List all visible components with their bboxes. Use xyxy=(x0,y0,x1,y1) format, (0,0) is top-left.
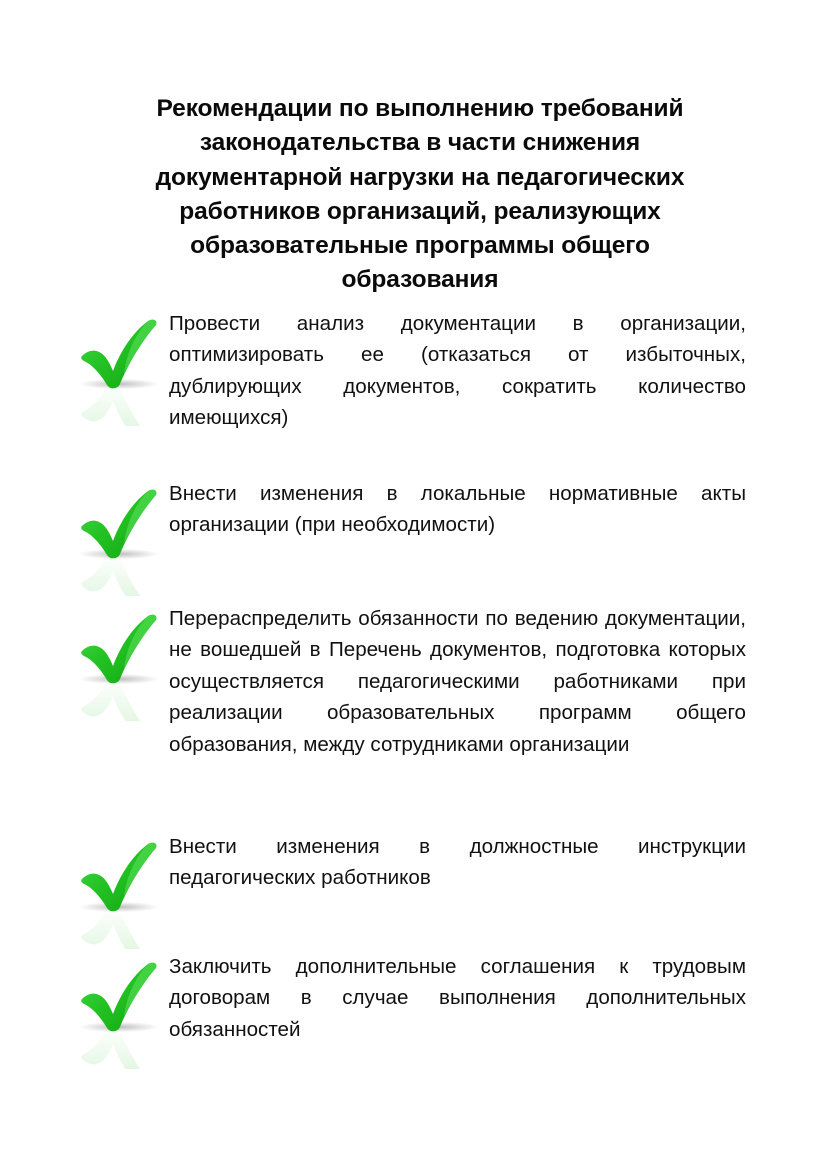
list-item-text: Внести изменения в должностные инструкции педагогических работников xyxy=(169,835,746,890)
list-item-text: Внести изменения в локальные нормативные акты организации (при необходимости) xyxy=(169,482,746,537)
green-check-icon xyxy=(72,837,168,949)
green-check-icon xyxy=(72,609,168,721)
list-item xyxy=(0,308,825,478)
green-check-icon xyxy=(72,484,168,596)
green-check-icon xyxy=(72,314,168,426)
list-item xyxy=(0,951,825,1071)
checklist xyxy=(0,308,825,1071)
list-item-text: Заключить дополнительные соглашения к трудовым договорам в случае выполнения дополнительных обязанностей xyxy=(169,955,746,1041)
page-title: Рекомендации по выполнению требований законодательства в части снижения документарной нагрузки на педагогических работников организаций, реализующих образовательные программы общего образования xyxy=(155,95,685,294)
list-item xyxy=(0,831,825,951)
green-check-icon xyxy=(72,957,168,1069)
list-item-text: Перераспределить обязанности по ведению документации, не вошедшей в Перечень документов, подготовка которых осуществляется педагогическими работниками при реализации образовательных программ общего образования, между сотрудниками организации xyxy=(169,607,746,756)
list-item-text: Провести анализ документации в организации, оптимизировать ее (отказаться от избыточных, дублирующих документов, сократить количество имеющихся) xyxy=(169,312,746,430)
list-item xyxy=(0,603,825,831)
list-item xyxy=(0,478,825,603)
title-block xyxy=(110,92,730,298)
